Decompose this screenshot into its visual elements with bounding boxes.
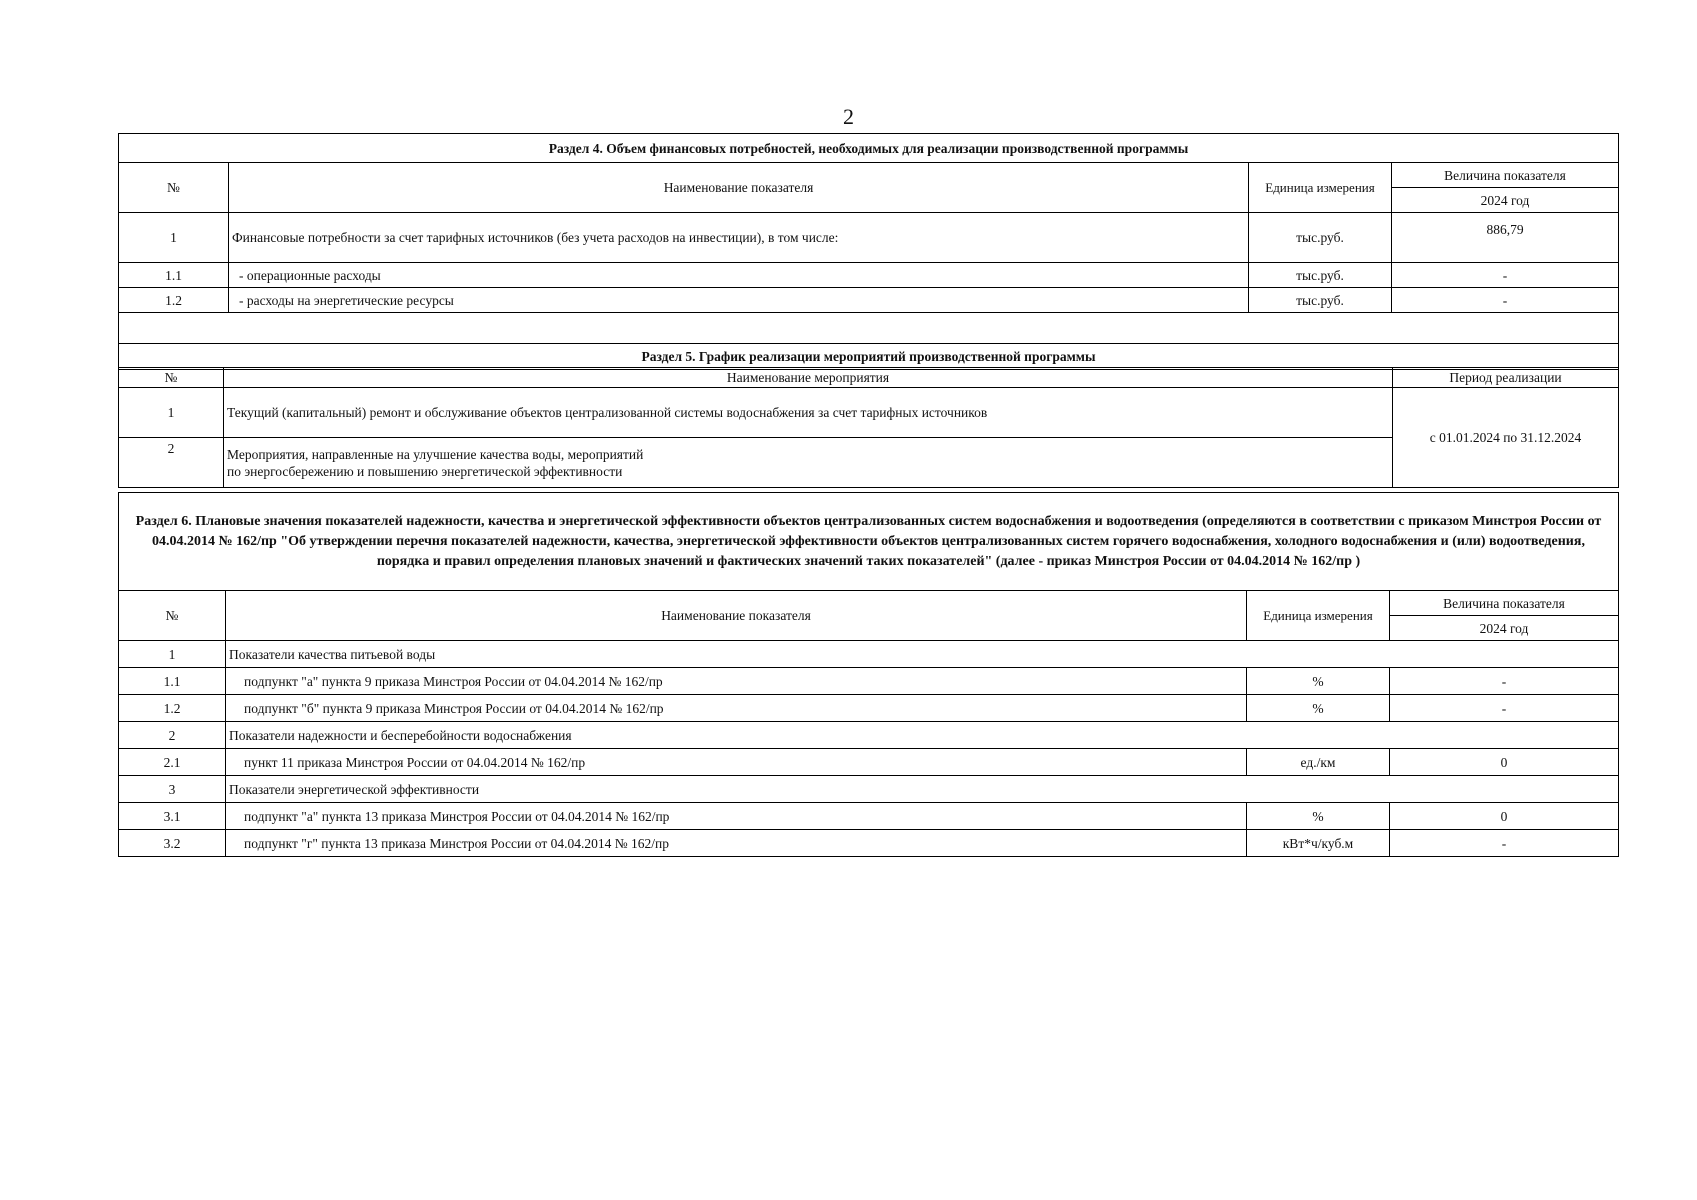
row-unit: тыс.руб. [1249,213,1392,263]
table-row [119,722,1619,749]
row-no: 1.1 [119,668,226,695]
table-row [119,213,1619,263]
row-no: 3.2 [119,830,226,857]
table-row [119,641,1619,668]
table-row [119,288,1619,313]
section5-title: Раздел 5. График реализации мероприятий производственной программы [119,344,1619,370]
row-unit: % [1247,695,1390,722]
row-name: - расходы на энергетические ресурсы [229,288,1249,313]
col-period-header: Период реализации [1393,368,1619,388]
row-no: 2.1 [119,749,226,776]
col-name-header: Наименование показателя [229,163,1249,213]
col-year-header: 2024 год [1390,616,1619,641]
row-no: 1.2 [119,288,229,313]
row-no: 1.2 [119,695,226,722]
row-unit: тыс.руб. [1249,263,1392,288]
col-value-header: Величина показателя [1392,163,1619,188]
row-name: подпункт "б" пункта 9 приказа Минстроя России от 04.04.2014 № 162/пр [226,695,1247,722]
table-row [119,263,1619,288]
row-no: 3 [119,776,226,803]
row-value: - [1392,288,1619,313]
row-name: Финансовые потребности за счет тарифных источников (без учета расходов на инвестиции), в том числе: [229,213,1249,263]
table-row [119,695,1619,722]
row-name: подпункт "г" пункта 13 приказа Минстроя России от 04.04.2014 № 162/пр [226,830,1247,857]
row-name: подпункт "а" пункта 13 приказа Минстроя России от 04.04.2014 № 162/пр [226,803,1247,830]
row-name: Показатели энергетической эффективности [226,776,1619,803]
row-no: 3.1 [119,803,226,830]
row-no: 1 [119,213,229,263]
col-unit-header: Единица измерения [1249,163,1392,213]
table-row [119,749,1619,776]
row-value: 886,79 [1392,213,1619,263]
col-no-header: № [119,591,226,641]
row-no: 2 [119,438,224,488]
row-no: 1 [119,641,226,668]
table-row [119,668,1619,695]
col-year-header: 2024 год [1392,188,1619,213]
row-name-line1: Мероприятия, направленные на улучшение качества воды, мероприятий [227,446,644,462]
row-value: 0 [1390,803,1619,830]
blank-row [119,313,1619,344]
col-name-header: Наименование показателя [226,591,1247,641]
section6-table [118,590,1619,857]
col-no-header: № [119,163,229,213]
row-unit: ед./км [1247,749,1390,776]
row-unit: кВт*ч/куб.м [1247,830,1390,857]
row-name: подпункт "а" пункта 9 приказа Минстроя России от 04.04.2014 № 162/пр [226,668,1247,695]
table-row [119,776,1619,803]
row-no: 2 [119,722,226,749]
period-cell: с 01.01.2024 по 31.12.2024 [1393,388,1619,488]
row-name: - операционные расходы [229,263,1249,288]
row-no: 1 [119,388,224,438]
section4-table [118,133,1619,370]
row-value: - [1390,830,1619,857]
row-no: 1.1 [119,263,229,288]
row-value: - [1390,695,1619,722]
col-name-header: Наименование мероприятия [224,368,1393,388]
table-row [119,388,1619,438]
row-unit: % [1247,803,1390,830]
section6-title: Раздел 6. Плановые значения показателей надежности, качества и энергетической эффективности объектов централизованных систем водоснабжения и водоотведения (определяются в соответствии с приказом Минстроя России от 04.04.2014 № 162/пр "Об утверждении перечня показателей надежности, качества, энергетической эффективности объектов централизованных систем горячего водоснабжения, холодного водоснабжения и (или) водоотведения, порядка и правил определения плановых значений и фактических значений таких показателей" (далее - приказ Минстроя России от 04.04.2014 № 162/пр ) [119,493,1619,591]
section5-table [118,367,1619,488]
row-unit: % [1247,668,1390,695]
row-name: Текущий (капитальный) ремонт и обслуживание объектов централизованной системы водоснабжения за счет тарифных источников [224,388,1393,438]
page-number: 2 [843,104,854,129]
row-name: Показатели качества питьевой воды [226,641,1619,668]
col-value-header: Величина показателя [1390,591,1619,616]
row-value: 0 [1390,749,1619,776]
row-value: - [1392,263,1619,288]
col-no-header: № [119,368,224,388]
table-row [119,803,1619,830]
section4-title: Раздел 4. Объем финансовых потребностей, необходимых для реализации производственной программы [119,134,1619,163]
row-unit: тыс.руб. [1249,288,1392,313]
row-name-line2: по энергосбережению и повышению энергетической эффективности [227,463,623,479]
col-unit-header: Единица измерения [1247,591,1390,641]
row-value: - [1390,668,1619,695]
row-name: пункт 11 приказа Минстроя России от 04.04.2014 № 162/пр [226,749,1247,776]
section6-title-table [118,492,1619,591]
table-row [119,830,1619,857]
row-name: Показатели надежности и бесперебойности водоснабжения [226,722,1619,749]
